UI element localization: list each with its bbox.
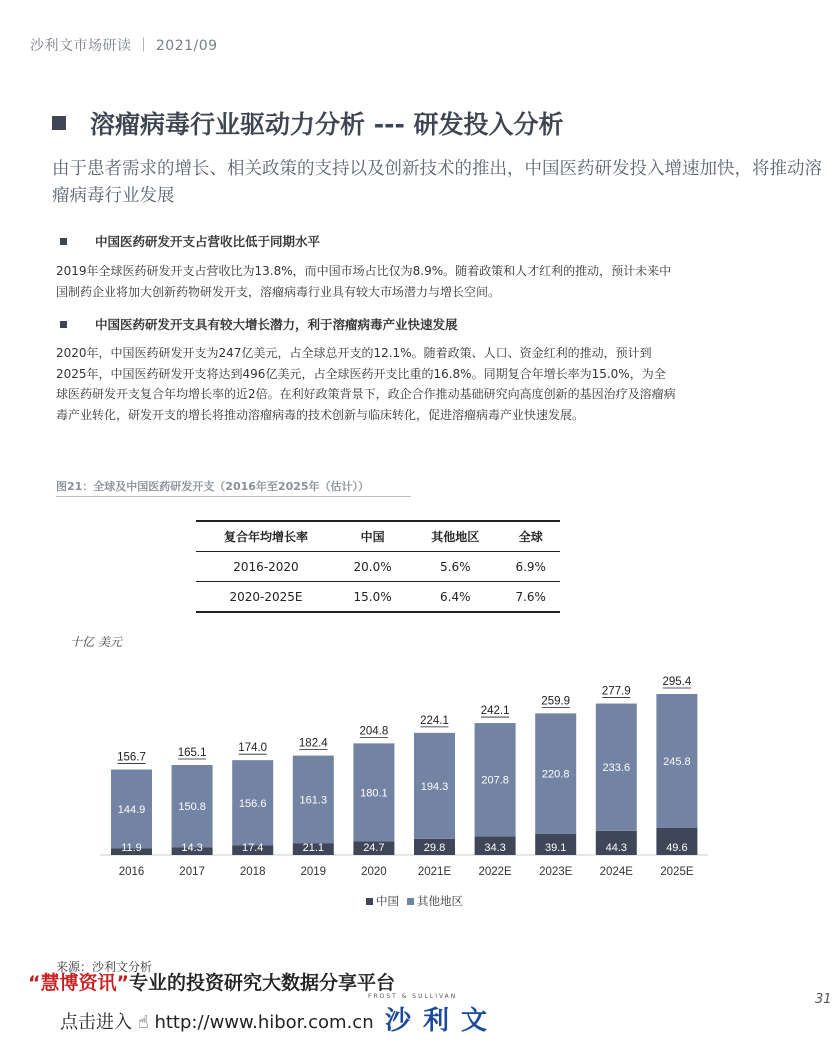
- section-1-body: 2019年全球医药研发开支占营收比为13.8%，而中国市场占比仅为8.9%。随着政策和人才红利的推动，预计未来中国制药企业将加大创新药物研发开支，溶瘤病毒行业具有较大市场潜力与增长空间。: [56, 264, 672, 299]
- table-cell: 6.9%: [515, 559, 546, 574]
- bullet-square-icon: [60, 321, 67, 328]
- data-label-china: 29.8: [423, 842, 446, 854]
- table-row: [196, 552, 560, 582]
- data-label-china: 11.9: [121, 842, 142, 854]
- brand-name: 慧博资讯: [40, 972, 117, 994]
- data-label-china: 17.4: [241, 842, 264, 854]
- page-title: 溶瘤病毒行业驱动力分析 --- 研发投入分析: [90, 110, 564, 139]
- x-tick-label: 2025E: [660, 866, 694, 878]
- data-label-other-regions: 161.3: [299, 794, 328, 807]
- section-2-heading: 中国医药研发开支具有较大增长潜力，利于溶瘤病毒产业快速发展: [95, 317, 458, 332]
- figure-title-rule: [56, 496, 411, 497]
- rd-spending-chart: [0, 660, 837, 920]
- data-label-other-regions: 156.6: [238, 797, 267, 810]
- report-header: 沙利文市场研读 ｜ 2021/09: [30, 38, 218, 54]
- data-label-other-regions: 144.9: [117, 804, 146, 817]
- hibor-link[interactable]: http://www.hibor.com.cn: [154, 1012, 374, 1033]
- data-label-total: 182.4: [298, 737, 328, 750]
- x-tick-label: 2018: [239, 866, 266, 878]
- legend-swatch-china: [366, 898, 373, 905]
- data-label-china: 44.3: [605, 842, 628, 854]
- table-cell: 20.0%: [353, 559, 392, 574]
- table-cell: 7.6%: [515, 589, 546, 604]
- x-tick-label: 2023E: [539, 866, 573, 878]
- data-label-total: 295.4: [662, 676, 692, 689]
- data-label-total: 156.7: [117, 751, 146, 764]
- data-label-other-regions: 180.1: [360, 787, 388, 800]
- table-cell: 2020-2025E: [229, 589, 303, 604]
- x-tick-label: 2019: [300, 866, 327, 878]
- legend-label-china: 中国: [376, 896, 399, 908]
- x-tick-label: 2020: [361, 866, 387, 878]
- data-label-china: 21.1: [302, 842, 325, 854]
- table-header-cell: 全球: [518, 530, 543, 544]
- legend-swatch-other-regions: [407, 898, 414, 905]
- data-label-other-regions: 220.8: [541, 768, 570, 781]
- footer-brand: [28, 968, 395, 995]
- section-2-body: 2020年，中国医药研发开支为247亿美元，占全球总开支的12.1%。随着政策、人口、资金红利的推动，预计到2025年，中国医药研发开支将达到496亿美元，占全球医药开支比重的16.8%。同期复合年增长率为15.0%，为全球医药研发开支复合年均增长率的近2倍。在利好政策背景下，政企合作推动基础研究向高度创新的基因治疗及溶瘤病毒产业转化，研发开支的增长将推动溶瘤病毒的技术创新与临床转化，促进溶瘤病毒产业快速发展。: [56, 346, 676, 422]
- legend-label-other-regions: 其他地区: [417, 896, 463, 908]
- data-label-china: 24.7: [363, 842, 385, 854]
- brand-tagline: 专业的投资研究大数据分享平台: [129, 972, 396, 994]
- data-label-total: 224.1: [420, 714, 449, 727]
- table-cell: 6.4%: [440, 589, 471, 604]
- source-note: 来源：沙利文分析: [56, 960, 153, 974]
- link-prefix: 点击进入: [60, 1012, 132, 1033]
- page-number: 31: [815, 992, 832, 1007]
- data-label-china: 34.3: [484, 842, 506, 854]
- table-header-cell: 复合年均增长率: [223, 530, 308, 544]
- data-label-china: 14.3: [181, 842, 203, 854]
- table-header-cell: 其他地区: [431, 530, 480, 544]
- data-label-total: 165.1: [177, 747, 207, 760]
- x-tick-label: 2022E: [478, 866, 512, 878]
- table-header-cell: 中国: [360, 530, 385, 544]
- table-cell: 15.0%: [353, 589, 392, 604]
- title-square-icon: [52, 116, 66, 130]
- x-tick-label: 2017: [179, 866, 205, 878]
- x-tick-label: 2021E: [417, 866, 452, 878]
- x-tick-label: 2024E: [599, 866, 633, 878]
- hand-pointer-icon: ☝: [137, 1012, 149, 1033]
- data-label-total: 242.1: [480, 705, 510, 718]
- cagr-table: [196, 520, 560, 613]
- table-header-row: [196, 521, 560, 552]
- data-label-other-regions: 150.8: [178, 801, 206, 814]
- table-cell: 5.6%: [440, 559, 471, 574]
- table-cell: 2016-2020: [233, 559, 299, 574]
- data-label-china: 39.1: [544, 842, 567, 854]
- bullet-square-icon: [60, 238, 67, 245]
- brand-quote-open: “: [28, 972, 41, 994]
- data-label-total: 204.8: [359, 725, 389, 738]
- data-label-other-regions: 207.8: [481, 774, 509, 787]
- x-tick-label: 2016: [118, 866, 145, 878]
- section-1-heading: 中国医药研发开支占营收比低于同期水平: [95, 234, 321, 249]
- data-label-total: 259.9: [541, 695, 571, 708]
- unit-label: 十亿 美元: [70, 635, 122, 649]
- section-1-heading-row: [60, 232, 320, 250]
- data-label-total: 277.9: [601, 685, 631, 698]
- title-row: [52, 105, 564, 141]
- data-label-other-regions: 233.6: [602, 762, 631, 775]
- brand-quote-close: ”: [116, 972, 130, 994]
- section-2-heading-row: [60, 315, 458, 333]
- data-label-china: 49.6: [666, 842, 688, 854]
- table-row: [196, 582, 560, 613]
- page-subtitle: 由于患者需求的增长、相关政策的支持以及创新技术的推出，中国医药研发投入增速加快，将推动溶瘤病毒行业发展: [52, 159, 822, 206]
- data-label-other-regions: 245.8: [663, 755, 691, 768]
- figure-title: 图21：全球及中国医药研发开支（2016年至2025年（估计））: [56, 480, 370, 493]
- frost-sullivan-text: FROST & SULLIVAN: [368, 993, 458, 1000]
- sullivan-logo: 沙利文: [385, 1006, 500, 1036]
- data-label-other-regions: 194.3: [420, 780, 449, 793]
- data-label-total: 174.0: [238, 742, 268, 755]
- footer-link-row[interactable]: [60, 1008, 374, 1034]
